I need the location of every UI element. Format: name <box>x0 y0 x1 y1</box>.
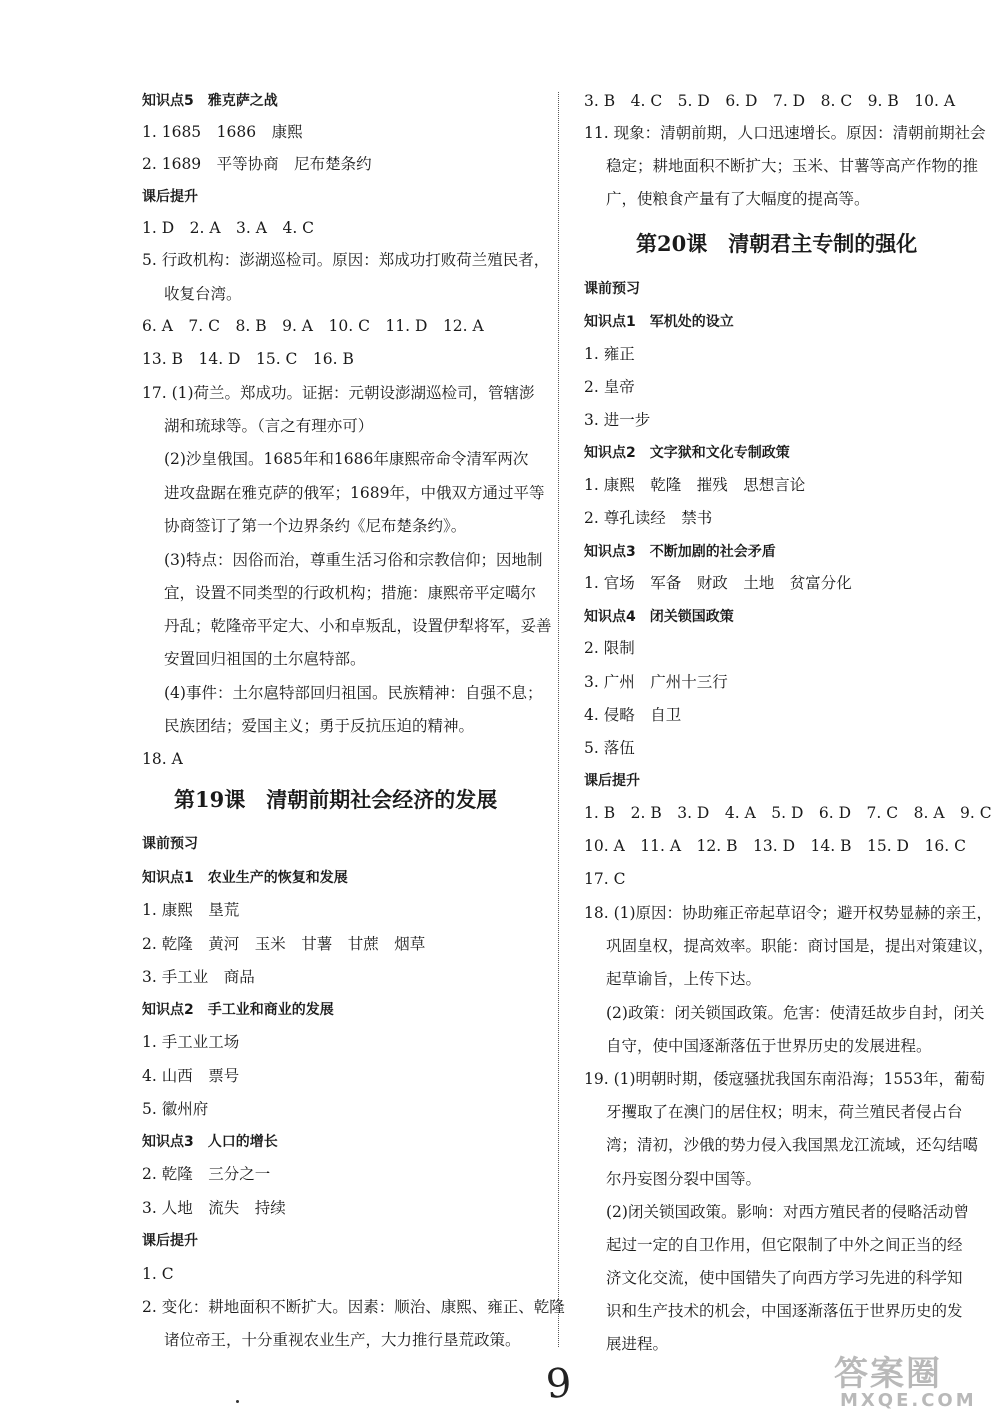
answer-line: 1. B 2. B 3. D 4. A 5. D 6. D 7. C 8. A 9. C <box>584 804 992 822</box>
answer-line: 1. 手工业工场 <box>142 1033 240 1051</box>
answer-line: 4. 山西 票号 <box>142 1067 240 1085</box>
answer-line: 3. 广州 广州十三行 <box>584 673 728 691</box>
answer-line: 10. A 11. A 12. B 13. D 14. B 15. D 16. C <box>584 837 966 855</box>
answer-line: 5. 行政机构：澎湖巡检司。原因：郑成功打败荷兰殖民者， <box>142 251 550 269</box>
knowledge-point-heading: 知识点4 闭关锁国政策 <box>584 609 734 625</box>
answer-line: 17. C <box>584 870 626 888</box>
answer-line: 2. 乾隆 黄河 玉米 甘薯 甘蔗 烟草 <box>142 935 426 953</box>
answer-line: 5. 落伍 <box>584 739 635 757</box>
answer-line: 3. B 4. C 5. D 6. D 7. D 8. C 9. B 10. A <box>584 92 956 110</box>
knowledge-point-heading: 知识点3 人口的增长 <box>142 1134 278 1150</box>
answer-line: 济文化交流，使中国错失了向西方学习先进的科学知 <box>606 1269 963 1287</box>
answer-line: (3)特点：因俗而治，尊重生活习俗和宗教信仰；因地制 <box>164 551 543 569</box>
answer-line: 18. A <box>142 750 183 768</box>
answer-line: 4. 侵略 自卫 <box>584 706 682 724</box>
lesson-title: 第20课 清朝君主专制的强化 <box>636 231 918 256</box>
section-heading: 课前预习 <box>142 836 198 852</box>
knowledge-point-heading: 知识点1 农业生产的恢复和发展 <box>142 870 348 886</box>
answer-line: 起过一定的自卫作用，但它限制了中外之间正当的经 <box>606 1236 963 1254</box>
answer-line: 11. 现象：清朝前期，人口迅速增长。原因：清朝前期社会 <box>584 124 986 142</box>
answer-line: 丹乱；乾隆帝平定大、小和卓叛乱，设置伊犁将军，妥善 <box>164 617 552 635</box>
answer-line: 民族团结；爱国主义；勇于反抗压迫的精神。 <box>164 717 475 735</box>
answer-line: 自守，使中国逐渐落伍于世界历史的发展进程。 <box>606 1037 932 1055</box>
answer-line: 2. 1689 平等协商 尼布楚条约 <box>142 155 372 173</box>
answer-line: 安置回归祖国的土尔扈特部。 <box>164 650 366 668</box>
section-heading: 课后提升 <box>142 189 198 205</box>
answer-line: (2)沙皇俄国。1685年和1686年康熙帝命令清军两次 <box>164 450 529 468</box>
knowledge-point-heading: 知识点2 手工业和商业的发展 <box>142 1002 334 1018</box>
answer-line: 2. 限制 <box>584 639 635 657</box>
column-divider <box>558 92 559 1347</box>
answer-line: 收复台湾。 <box>164 285 242 303</box>
section-heading: 课后提升 <box>142 1233 198 1249</box>
watermark-logo <box>826 1346 986 1416</box>
answer-line: 5. 徽州府 <box>142 1100 209 1118</box>
answer-line: (2)闭关锁国政策。影响：对西方殖民者的侵略活动曾 <box>606 1203 969 1221</box>
watermark-url: MXQE.COM <box>840 1390 977 1411</box>
answer-line: 湖和琉球等。（言之有理亦可） <box>164 417 374 435</box>
section-heading: 课前预习 <box>584 281 640 297</box>
answer-line: 17. (1)荷兰。郑成功。证据：元朝设澎湖巡检司，管辖澎 <box>142 384 535 402</box>
knowledge-point-heading: 知识点3 不断加剧的社会矛盾 <box>584 544 776 560</box>
answer-line: (4)事件：土尔扈特部回归祖国。民族精神：自强不息； <box>164 684 543 702</box>
answer-line: 巩固皇权，提高效率。职能：商讨国是，提出对策建议， <box>606 937 994 955</box>
answer-line: 1. C <box>142 1265 174 1283</box>
answer-line: 识和生产技术的机会，中国逐渐落伍于世界历史的发 <box>606 1302 963 1320</box>
page-number: 9 <box>544 1360 574 1408</box>
watermark-text: 答案圈 <box>834 1354 942 1394</box>
answer-line: 18. (1)原因：协助雍正帝起草诏令；避开权势显赫的亲王， <box>584 904 993 922</box>
answer-line: 2. 乾隆 三分之一 <box>142 1165 271 1183</box>
answer-line: 6. A 7. C 8. B 9. A 10. C 11. D 12. A <box>142 317 484 335</box>
answer-line: 尔丹妄图分裂中国等。 <box>606 1170 762 1188</box>
answer-line: 稳定；耕地面积不断扩大；玉米、甘薯等高产作物的推 <box>606 157 979 175</box>
answer-line: 1. 康熙 垦荒 <box>142 901 240 919</box>
answer-line: 湾；清初，沙俄的势力侵入我国黑龙江流域，还勾结噶 <box>606 1136 979 1154</box>
answer-line: (2)政策：闭关锁国政策。危害：使清廷故步自封，闭关 <box>606 1004 985 1022</box>
knowledge-point-heading: 知识点5 雅克萨之战 <box>142 93 278 109</box>
answer-line: 1. 官场 军备 财政 土地 贫富分化 <box>584 574 852 592</box>
answer-line: 诸位帝王，十分重视农业生产，大力推行垦荒政策。 <box>164 1331 521 1349</box>
answer-line: 3. 进一步 <box>584 411 651 429</box>
answer-line: 进攻盘踞在雅克萨的俄军；1689年，中俄双方通过平等 <box>164 484 545 502</box>
knowledge-point-heading: 知识点1 军机处的设立 <box>584 314 734 330</box>
answer-line: 1. 1685 1686 康熙 <box>142 123 303 141</box>
answer-line: 2. 皇帝 <box>584 378 635 396</box>
answer-line: 牙攫取了在澳门的居住权；明末，荷兰殖民者侵占台 <box>606 1103 963 1121</box>
answer-line: 宜，设置不同类型的行政机构；措施：康熙帝平定噶尔 <box>164 584 537 602</box>
knowledge-point-heading: 知识点2 文字狱和文化专制政策 <box>584 445 790 461</box>
answer-line: 协商签订了第一个边界条约《尼布楚条约》。 <box>164 517 467 535</box>
lesson-title: 第19课 清朝前期社会经济的发展 <box>174 787 498 812</box>
section-heading: 课后提升 <box>584 773 640 789</box>
answer-line: 2. 尊孔读经 禁书 <box>584 509 713 527</box>
answer-line: 广，使粮食产量有了大幅度的提高等。 <box>606 190 870 208</box>
ink-dot <box>236 1400 239 1403</box>
answer-line: 展进程。 <box>606 1335 669 1353</box>
answer-line: 1. 康熙 乾隆 摧残 思想言论 <box>584 476 806 494</box>
answer-line: 1. D 2. A 3. A 4. C <box>142 219 315 237</box>
answer-line: 起草谕旨，上传下达。 <box>606 970 762 988</box>
answer-line: 2. 变化：耕地面积不断扩大。因素：顺治、康熙、雍正、乾隆 <box>142 1298 565 1316</box>
answer-line: 3. 人地 流失 持续 <box>142 1199 286 1217</box>
answer-line: 19. (1)明朝时期，倭寇骚扰我国东南沿海；1553年，葡萄 <box>584 1070 985 1088</box>
answer-line: 3. 手工业 商品 <box>142 968 255 986</box>
answer-line: 1. 雍正 <box>584 345 635 363</box>
answer-line: 13. B 14. D 15. C 16. B <box>142 350 354 368</box>
